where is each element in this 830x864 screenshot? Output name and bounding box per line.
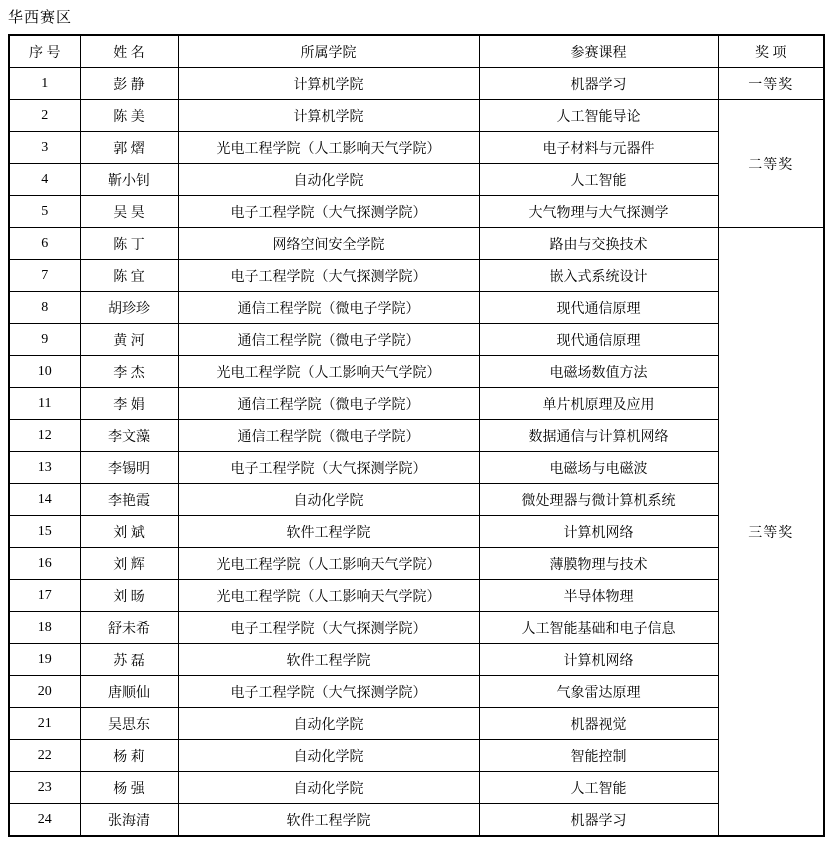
- cell-no: 24: [9, 804, 80, 837]
- table-row: [9, 548, 824, 580]
- cell-course: 电子材料与元器件: [479, 132, 718, 164]
- cell-no: 1: [9, 68, 80, 100]
- cell-course: 大气物理与大气探测学: [479, 196, 718, 228]
- page-title: 华西赛区: [8, 10, 73, 26]
- cell-name: 刘 旸: [80, 580, 178, 612]
- cell-college: 软件工程学院: [178, 804, 479, 837]
- cell-course: 机器视觉: [479, 708, 718, 740]
- table-row: [9, 132, 824, 164]
- cell-name: 李锡明: [80, 452, 178, 484]
- table-row: [9, 644, 824, 676]
- cell-course: 人工智能导论: [479, 100, 718, 132]
- cell-award: 二等奖: [718, 100, 824, 228]
- table-row: [9, 164, 824, 196]
- table-row: [9, 804, 824, 837]
- cell-college: 计算机学院: [178, 100, 479, 132]
- cell-course: 电磁场数值方法: [479, 356, 718, 388]
- cell-course: 薄膜物理与技术: [479, 548, 718, 580]
- cell-no: 13: [9, 452, 80, 484]
- cell-course: 计算机网络: [479, 644, 718, 676]
- cell-course: 微处理器与微计算机系统: [479, 484, 718, 516]
- cell-college: 通信工程学院（微电子学院）: [178, 388, 479, 420]
- cell-no: 21: [9, 708, 80, 740]
- cell-name: 李艳霞: [80, 484, 178, 516]
- cell-no: 5: [9, 196, 80, 228]
- cell-college: 自动化学院: [178, 164, 479, 196]
- cell-no: 22: [9, 740, 80, 772]
- cell-course: 智能控制: [479, 740, 718, 772]
- cell-college: 电子工程学院（大气探测学院）: [178, 452, 479, 484]
- cell-college: 光电工程学院（人工影响天气学院）: [178, 356, 479, 388]
- cell-name: 吴 昊: [80, 196, 178, 228]
- cell-course: 半导体物理: [479, 580, 718, 612]
- cell-name: 彭 静: [80, 68, 178, 100]
- table-row: [9, 324, 824, 356]
- cell-course: 现代通信原理: [479, 324, 718, 356]
- cell-college: 光电工程学院（人工影响天气学院）: [178, 132, 479, 164]
- cell-name: 张海清: [80, 804, 178, 837]
- cell-college: 自动化学院: [178, 772, 479, 804]
- cell-name: 郭 熠: [80, 132, 178, 164]
- cell-name: 李 娟: [80, 388, 178, 420]
- cell-course: 电磁场与电磁波: [479, 452, 718, 484]
- table-row: [9, 68, 824, 100]
- col-header-course: 参赛课程: [479, 35, 718, 68]
- table-row: [9, 196, 824, 228]
- cell-college: 电子工程学院（大气探测学院）: [178, 612, 479, 644]
- col-header-name: 姓 名: [80, 35, 178, 68]
- cell-college: 光电工程学院（人工影响天气学院）: [178, 580, 479, 612]
- cell-name: 杨 强: [80, 772, 178, 804]
- table-row: [9, 612, 824, 644]
- cell-no: 8: [9, 292, 80, 324]
- cell-course: 人工智能: [479, 772, 718, 804]
- cell-college: 通信工程学院（微电子学院）: [178, 292, 479, 324]
- col-header-college: 所属学院: [178, 35, 479, 68]
- col-header-award: 奖 项: [718, 35, 824, 68]
- cell-college: 自动化学院: [178, 740, 479, 772]
- cell-name: 杨 莉: [80, 740, 178, 772]
- table-row: [9, 260, 824, 292]
- header-row: [9, 35, 824, 68]
- award-table: [8, 34, 825, 837]
- cell-name: 黄 河: [80, 324, 178, 356]
- cell-no: 6: [9, 228, 80, 260]
- cell-no: 23: [9, 772, 80, 804]
- cell-college: 电子工程学院（大气探测学院）: [178, 260, 479, 292]
- cell-no: 7: [9, 260, 80, 292]
- table-row: [9, 292, 824, 324]
- cell-course: 现代通信原理: [479, 292, 718, 324]
- cell-name: 苏 磊: [80, 644, 178, 676]
- cell-name: 靳小钊: [80, 164, 178, 196]
- cell-name: 刘 斌: [80, 516, 178, 548]
- cell-no: 18: [9, 612, 80, 644]
- table-row: [9, 516, 824, 548]
- cell-name: 刘 辉: [80, 548, 178, 580]
- table-row: [9, 708, 824, 740]
- col-header-no: 序 号: [9, 35, 80, 68]
- cell-college: 自动化学院: [178, 708, 479, 740]
- cell-no: 10: [9, 356, 80, 388]
- table-row: [9, 356, 824, 388]
- cell-course: 路由与交换技术: [479, 228, 718, 260]
- cell-college: 自动化学院: [178, 484, 479, 516]
- cell-name: 陈 丁: [80, 228, 178, 260]
- cell-college: 计算机学院: [178, 68, 479, 100]
- cell-course: 人工智能基础和电子信息: [479, 612, 718, 644]
- cell-college: 网络空间安全学院: [178, 228, 479, 260]
- cell-no: 17: [9, 580, 80, 612]
- cell-college: 软件工程学院: [178, 516, 479, 548]
- cell-no: 16: [9, 548, 80, 580]
- cell-no: 15: [9, 516, 80, 548]
- table-row: [9, 740, 824, 772]
- cell-no: 3: [9, 132, 80, 164]
- cell-no: 19: [9, 644, 80, 676]
- cell-college: 软件工程学院: [178, 644, 479, 676]
- table-row: [9, 676, 824, 708]
- table-row: [9, 100, 824, 132]
- cell-course: 气象雷达原理: [479, 676, 718, 708]
- cell-name: 唐顺仙: [80, 676, 178, 708]
- cell-name: 陈 宜: [80, 260, 178, 292]
- cell-no: 12: [9, 420, 80, 452]
- cell-no: 2: [9, 100, 80, 132]
- cell-name: 李 杰: [80, 356, 178, 388]
- cell-no: 20: [9, 676, 80, 708]
- cell-course: 人工智能: [479, 164, 718, 196]
- table-row: [9, 388, 824, 420]
- table-row: [9, 452, 824, 484]
- cell-no: 14: [9, 484, 80, 516]
- cell-college: 电子工程学院（大气探测学院）: [178, 676, 479, 708]
- cell-course: 单片机原理及应用: [479, 388, 718, 420]
- cell-course: 嵌入式系统设计: [479, 260, 718, 292]
- cell-name: 陈 美: [80, 100, 178, 132]
- cell-name: 吴思东: [80, 708, 178, 740]
- cell-no: 11: [9, 388, 80, 420]
- cell-college: 光电工程学院（人工影响天气学院）: [178, 548, 479, 580]
- table-row: [9, 772, 824, 804]
- table-row: [9, 228, 824, 260]
- cell-award: 一等奖: [718, 68, 824, 100]
- cell-name: 胡珍珍: [80, 292, 178, 324]
- cell-no: 9: [9, 324, 80, 356]
- cell-name: 舒未希: [80, 612, 178, 644]
- cell-no: 4: [9, 164, 80, 196]
- cell-course: 机器学习: [479, 804, 718, 837]
- cell-name: 李文藻: [80, 420, 178, 452]
- cell-award: 三等奖: [718, 228, 824, 837]
- table-row: [9, 484, 824, 516]
- cell-college: 通信工程学院（微电子学院）: [178, 420, 479, 452]
- table-row: [9, 580, 824, 612]
- cell-course: 计算机网络: [479, 516, 718, 548]
- cell-course: 数据通信与计算机网络: [479, 420, 718, 452]
- cell-college: 通信工程学院（微电子学院）: [178, 324, 479, 356]
- table-row: [9, 420, 824, 452]
- cell-college: 电子工程学院（大气探测学院）: [178, 196, 479, 228]
- cell-course: 机器学习: [479, 68, 718, 100]
